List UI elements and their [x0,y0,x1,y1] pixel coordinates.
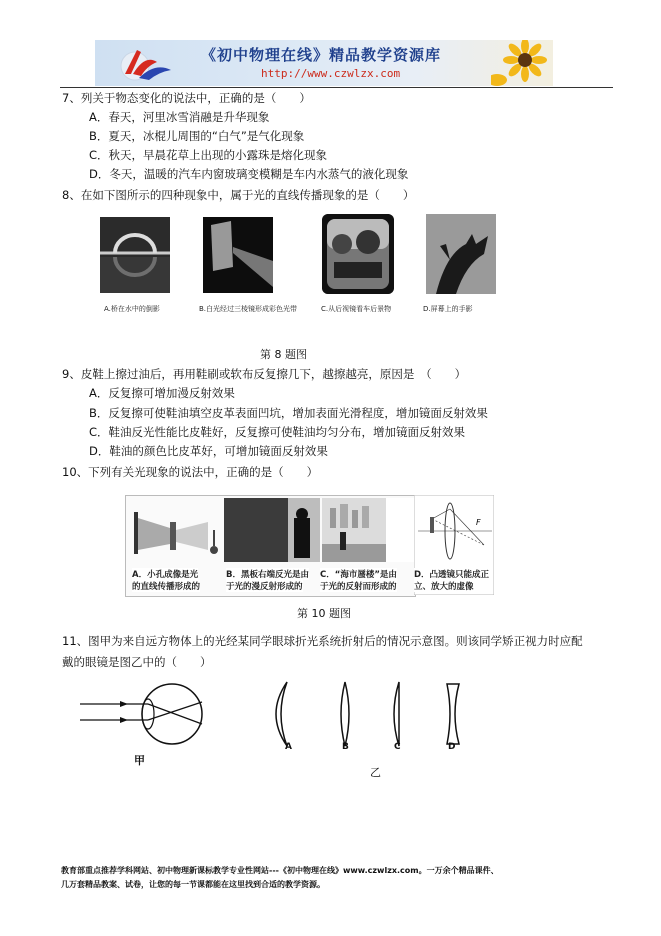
footer-line2: 几万套精品教案、试卷，让您的每一节课都能在这里找到合适的教学资源。 [61,880,325,889]
q7-option-d: D．冬天，温暖的汽车内窗玻璃变模糊是车内水蒸气的液化现象 [89,167,409,181]
focal-point-label: F [476,518,481,527]
q8-caption-c: C.从后视镜看车后景物 [321,305,392,313]
header-rule [60,87,613,88]
q10-caption-a-line2: 的直线传播形成的 [132,582,201,592]
rearview-mirror-photo [322,214,394,294]
lens-b-shape [341,682,349,746]
lens-label-d: D [448,742,456,752]
prism-photo [203,217,273,293]
mirage-image [322,498,392,562]
bridge-reflection-photo [100,217,170,293]
footer-line1: 教育部重点推荐学科网站、初中物理新课标教学专业性网站---《初中物理在线》www.czwlzx.com。一万余个精品课件、 [61,866,499,875]
q8-caption-b: B.白光经过三棱镜形成彩色光带 [199,305,298,313]
pinhole-camera-image [130,500,220,560]
q11-stem-line2: 戴的眼镜是图乙中的（ ） [62,655,212,669]
q7-option-b: B．夏天，冰棍儿周围的“白气”是气化现象 [89,129,305,143]
eye-diagram [80,680,220,752]
q10-caption-c-line2: 于光的反射而形成的 [320,582,397,592]
q7-option-c: C．秋天，早晨花草上出现的小露珠是熔化现象 [89,148,328,162]
banner-url[interactable]: http://www.czwlzx.com [261,67,401,80]
q10-figure-caption: 第 10 题图 [297,607,351,620]
q10-caption-d-line2: 立、放大的虚像 [414,582,474,592]
lens-d-shape [447,684,459,744]
q8-caption-a: A.桥在水中的倒影 [104,305,160,313]
q9-option-d: D．鞋油的颜色比皮革好，可增加镜面反射效果 [89,444,328,458]
q10-caption-d-line1: D．凸透镜只能成正 [414,570,490,580]
q10-caption-c-line1: C．“海市蜃楼”是由 [320,570,397,580]
q9-option-c: C．鞋油反光性能比皮鞋好，反复擦可使鞋油均匀分布，增加镜面反射效果 [89,425,466,439]
q8-stem: 8、在如下图所示的四种现象中，属于光的直线传播现象的是（ ） [62,188,415,202]
q7-stem: 7、列关于物态变化的说法中，正确的是（ ） [62,91,311,105]
header-banner [95,40,553,86]
q8-figure-caption: 第 8 题图 [260,348,307,361]
q10-caption-b-line1: B．黑板右端反光是由 [226,570,309,580]
banner-title: 《初中物理在线》精品教学资源库 [201,46,442,64]
q10-caption-b-line2: 于光的漫反射形成的 [226,582,303,592]
hand-shadow-photo [426,214,496,294]
fig-jia-label: 甲 [134,754,145,767]
q9-stem: 9、皮鞋上擦过油后，再用鞋刷或软布反复擦几下，越擦越亮，原因是 （ ） [62,367,467,381]
q7-option-a: A．春天，河里冰雪消融是升华现象 [89,110,270,124]
sunflower-icon [491,40,553,86]
lens-label-b: B [342,742,349,752]
q10-caption-a-line1: A．小孔成像是光 [132,570,199,580]
q8-caption-d: D.屏幕上的手影 [423,305,473,313]
q9-option-a: A．反复擦可增加漫反射效果 [89,386,235,400]
lens-label-a: A [285,742,292,752]
lens-a-shape [276,682,287,746]
q9-option-b: B．反复擦可使鞋油填空皮革表面凹坑，增加表面光滑程度，增加镜面反射效果 [89,406,488,420]
q11-stem-line1: 11、图甲为来自远方物体上的光经某同学眼球折光系统折射后的情况示意图。则该同学矫正视力时应配 [62,634,583,648]
lens-c-shape [394,682,399,746]
q10-stem: 10、下列有关光现象的说法中，正确的是（ ） [62,465,319,479]
convex-lens-diagram [386,498,414,562]
site-logo-icon [115,44,185,84]
lens-options-diagram [265,680,475,752]
fig-yi-label: 乙 [370,766,381,779]
blackboard-image [224,498,320,562]
lens-label-c: C [394,742,401,752]
